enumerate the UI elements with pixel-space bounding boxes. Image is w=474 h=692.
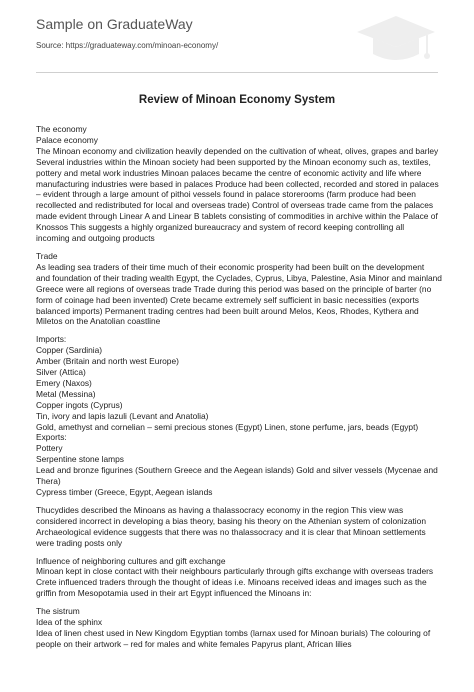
paragraph xyxy=(36,556,440,600)
text-line: The sistrum xyxy=(36,606,80,617)
paragraph xyxy=(36,505,440,549)
text-line: form of coinage had been invented) Crete became extremely self sufficient in basic necessities (exports xyxy=(36,294,419,305)
text-line: Crete influenced traders through the thought of ideas i.e. Minoans received ideas and images such as the xyxy=(36,577,427,588)
text-line: Palace economy xyxy=(36,134,98,145)
text-line: Silver (Attica) xyxy=(36,367,86,378)
text-line: Influence of neighboring cultures and gift exchange xyxy=(36,555,226,566)
text-line: Gold, amethyst and cornelian – semi precious stones (Egypt) Linen, stone perfume, jars, beads (Egypt) xyxy=(36,421,419,432)
paragraph xyxy=(36,334,440,498)
text-line: Metal (Messina) xyxy=(36,388,96,399)
text-line: Amber (Britain and north west Europe) xyxy=(36,356,179,367)
text-line: As leading sea traders of their time much of their economic prosperity had been built on the development xyxy=(36,261,425,272)
text-line: Lead and bronze figurines (Southern Greece and the Aegean islands) Gold and silver vessels (Mycenae and xyxy=(36,465,438,476)
text-line: considered incorrect in developing a bias theory, basing his theory on the Athenian system of colonization xyxy=(36,515,426,526)
text-line: Idea of the sphinx xyxy=(36,617,103,628)
text-line: Cypress timber (Greece, Egypt, Aegean islands xyxy=(36,487,213,497)
text-line: Thucydides described the Minoans as having a thalassocracy economy in the region This view was xyxy=(36,504,404,515)
paragraph xyxy=(36,124,440,244)
text-line: Emery (Naxos) xyxy=(36,377,92,388)
text-line: balanced imports) Permanent trading centres had been built around Melos, Keos, Rhodes, Kythera and xyxy=(36,305,419,316)
text-line: Greece were all regions of overseas trade Trade during this period was based on the principle of barter (no xyxy=(36,283,432,294)
text-line: recollected and redistributed for local and overseas trade) Control of overseas trade came from the palaces xyxy=(36,200,434,211)
text-line: The Minoan economy and civilization heavily depended on the cultivation of wheat, olives, grapes and barley xyxy=(36,145,439,156)
document-body xyxy=(36,124,440,657)
text-line: incoming and outgoing products xyxy=(36,233,155,244)
site-title: Sample on GraduateWay xyxy=(36,16,193,32)
text-line: Copper (Sardinia) xyxy=(36,345,103,356)
text-line: Miletos on the Anatolian coastline xyxy=(36,316,161,327)
text-line: Copper ingots (Cyprus) xyxy=(36,399,123,410)
source-line xyxy=(36,41,218,50)
text-line: Serpentine stone lamps xyxy=(36,454,124,465)
text-line: were trading posts only xyxy=(36,537,123,548)
text-line: Thera) xyxy=(36,476,61,487)
text-line: Exports: xyxy=(36,432,67,443)
text-line: griffin from Mesopotamia used in their art Egypt influenced the Minoans in: xyxy=(36,588,312,599)
text-line: Pottery xyxy=(36,443,63,454)
text-line: people on their artwork – red for males and white females Papyrus plant, African lilies xyxy=(36,638,352,649)
header-divider xyxy=(36,72,438,73)
text-line: Archaeological evidence suggests that there was no thalassocracy and it is clear that Minoan settlements xyxy=(36,526,426,537)
text-line: Imports: xyxy=(36,334,67,345)
text-line: – evident through a large amount of pithoi vessels found in palace storerooms (farm produce had been xyxy=(36,189,416,200)
text-line: Several industries within the Minoan society had been supported by the Minoan economy such as, textiles, xyxy=(36,156,431,167)
page-header xyxy=(0,0,474,74)
text-line: made evident through Linear A and Linear B tablets consisting of commodities in archive within the Palace of xyxy=(36,211,438,222)
text-line: Idea of linen chest used in New Kingdom Egyptian tombs (larnax used for Minoan burials) The colouring of xyxy=(36,627,431,638)
text-line: manufacturing industries were based in palaces Produce had been collected, recorded and stored in palaces xyxy=(36,178,439,189)
text-line: pottery and metal work industries Minoan palaces became the centre of economic activity and life where xyxy=(36,167,422,178)
text-line: The economy xyxy=(36,124,87,134)
paragraph xyxy=(36,251,440,327)
paragraph xyxy=(36,606,440,650)
document-title: Review of Minoan Economy System xyxy=(138,94,336,106)
source-label: Source: xyxy=(36,41,66,50)
text-line: and foundation of their trading wealth Egypt, the Cyclades, Cyprus, Libya, Palestine, Asia Minor and mainland xyxy=(36,272,442,283)
text-line: Minoan kept in close contact with their neighbours particularly through gifts exchange with overseas traders xyxy=(36,566,434,577)
text-line: Tin, ivory and lapis lazuli (Levant and Anatolia) xyxy=(36,410,209,421)
graduation-cap-icon xyxy=(355,14,437,66)
source-url[interactable]: https://graduateway.com/minoan-economy/ xyxy=(65,41,219,50)
text-line: Trade xyxy=(36,250,58,261)
text-line: Knossos This suggests a highly organized bureaucracy and system of record keeping controlling all xyxy=(36,222,405,233)
